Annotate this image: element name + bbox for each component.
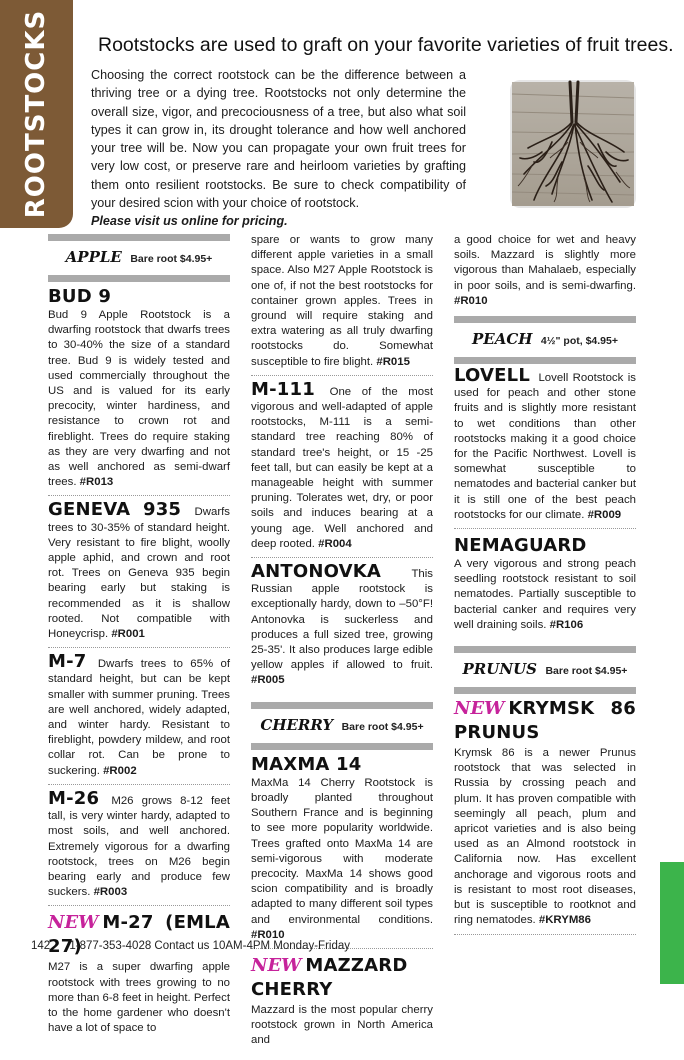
product-description: Lovell Rootstock is used for peach and other stone fruits and is slightly more resistant to wet conditions than other rootstocks making it a good choice for the Pacific Northwest. Lovell is somewhat susceptible to nematodes and bacterial canker but it is still one of the best peach rootstocks for our climate. — [454, 372, 636, 521]
product-entry-mazzard-cherry — [251, 955, 433, 1054]
product-code: #R015 — [376, 355, 410, 368]
section-tab — [0, 0, 73, 228]
new-badge: NEW — [251, 954, 302, 976]
category-title: PRUNUS — [462, 660, 537, 679]
product-description: spare or wants to grow many different apple varieties in a small space. Also M27 Apple Rootstock is one of, if not the best rootstocks for container grown apples. Trees in ground will require staking and extra watering as all truly dwarfing rootstocks do. Somewhat susceptible to fire blight. — [251, 234, 433, 368]
product-name: ANTONOVKA — [251, 561, 382, 583]
product-description: M26 grows 8-12 feet tall, is very winter hardy, adapted to most soils, and well anchored. Extremely vigorous for a dwarfing rootstock, trees on M26 begin bearing early and produce few suckers. — [48, 794, 230, 899]
product-description: This Russian apple rootstock is exceptionally hardy, down to –50°F! Antonovka is suckerless and produces a full sized tree, growing 25-35'. It also produces large edible yellow apples if allowed to fruit. — [251, 568, 433, 672]
product-code: #R106 — [549, 618, 584, 631]
product-description: MaxMa 14 Cherry Rootstock is broadly planted throughout Southern France and is beginning to see more popularity worldwide. Trees grafted onto MaxMa 14 are semi-vigorous with moderate precocity. MaxMa 14 shows good scion compatibility and is broadly adapted to many different soil types and environmental conditions. — [251, 776, 433, 926]
product-code: #KRYM86 — [538, 914, 591, 927]
product-entry-m-26 — [48, 787, 230, 906]
category-title: CHERRY — [260, 715, 334, 734]
column-3 — [454, 234, 636, 941]
rootstock-photo — [512, 82, 634, 206]
product-entry-krymsk-86 — [454, 698, 636, 934]
product-code: #R005 — [251, 674, 285, 687]
category-divider — [48, 234, 230, 241]
product-description: Dwarfs trees to 65% of standard height, but can be kept smaller with summer pruning. Trees are well anchored, widely adapted, and winter hardy. Resistant to fireblight, powdery mildew, and root collar rot. Can be prone to suckering. — [48, 658, 230, 777]
product-code: #R010 — [251, 928, 285, 941]
product-entry-m-7 — [48, 651, 230, 785]
category-price: Bare root $4.95+ — [130, 253, 213, 265]
category-divider — [454, 646, 636, 653]
product-entry-bud-9 — [48, 286, 230, 496]
product-name: GENEVA 935 — [48, 499, 182, 521]
category-divider — [454, 687, 636, 694]
product-name: LOVELL — [454, 365, 531, 387]
category-title: APPLE — [65, 248, 122, 266]
page-number: 142 — [31, 940, 51, 952]
product-name: MAXMA 14 — [251, 753, 362, 775]
product-description: One of the most vigorous and well-adapted of apple rootstocks, M-111 is a semi-standard tree reaching 80% of standard tree's height, or 15 -25 feet tall, but can easily be kept at a manageable height with summer pruning. Tolerates wet, dry, or poor soils and induces bearing at a young age. Well anchored and deep rooted. — [251, 385, 433, 550]
contact-info: 1-877-353-4028 Contact us 10AM-4PM Monday-Friday — [69, 940, 351, 952]
product-entry-nemaguard — [454, 535, 636, 638]
product-entry-antonovka — [251, 561, 433, 694]
product-description: A very vigorous and strong peach seedling rootstock resistant to soil nematodes. Partially susceptible to bacterial canker and requires very well draining soils. — [454, 558, 636, 631]
product-entry-lovell — [454, 365, 636, 529]
product-code: #R013 — [79, 476, 114, 489]
product-entry-m-111 — [251, 378, 433, 558]
category-header-prunus — [454, 644, 636, 698]
category-divider — [48, 275, 230, 282]
product-name: M-27 (EMLA 27) — [48, 912, 230, 958]
category-price: Bare root $4.95+ — [545, 665, 628, 678]
product-name: NEMAGUARD — [454, 535, 587, 557]
category-price: Bare root $4.95+ — [341, 720, 424, 733]
product-entry-mazzard-continued — [454, 233, 636, 314]
product-description: Krymsk 86 is a newer Prunus rootstock that was selected in Russia by crossing peach and plum. It has proven compatible with seemingly all peach, plum and apricot varieties and is also being used as an Almond rootstock in California now. Has excellent anchorage and vigorous roots and is resistant to most root diseases, but is susceptible to rootknot and ring nematodes. — [454, 747, 636, 927]
product-description: M27 is a super dwarfing apple rootstock with trees growing to no more than 6-8 feet in height. Perfect to the home gardener who doesn't have a lot of space to — [48, 961, 230, 1035]
product-code: #R004 — [318, 537, 352, 550]
category-divider — [454, 357, 636, 364]
column-2 — [251, 234, 433, 1060]
intro-text: Choosing the correct rootstock can be the difference between a thriving tree or a dying tree. Rootstocks not only determine the overall size, vigor, and precociousness of a tree, but also what soil types it can grow in, its drought tolerance and how well anchored your tree will be. Now you can propagate your own fruit trees for very low cost, or preserve rare and heirloom varieties by grafting them onto resilient rootstocks. Be sure to check compatibility of your desired scion with your choice of rootstock. — [91, 68, 466, 211]
category-divider — [251, 702, 433, 709]
product-code: #R009 — [587, 508, 622, 521]
product-description: Bud 9 Apple Rootstock is a dwarfing rootstock that dwarfs trees to 30-40% the size of a standard tree. Bud 9 is widely tested and used commercially throughout the US and is valued for its early precocity, winter hardiness, and resistance to crown rot and fireblight. Trees do require staking as they are very dwarfing and not as well anchored as semi-dwarf trees. — [48, 309, 230, 489]
page-headline: Rootstocks are used to graft on your favorite varieties of fruit trees. — [98, 34, 674, 56]
category-header-peach — [454, 314, 636, 368]
product-entry-geneva-935 — [48, 499, 230, 648]
product-description: Mazzard is the most popular cherry rootstock grown in North America and — [251, 1003, 433, 1047]
product-entry-m-27-continued — [251, 233, 433, 376]
intro-cta: Please visit us online for pricing. — [91, 214, 288, 229]
product-description: a good choice for wet and heavy soils. Mazzard is slightly more vigorous than Mahalaeb, especially in poor soils, and is semi-dwarfing. — [454, 234, 636, 292]
category-divider — [454, 316, 636, 323]
category-header-cherry — [251, 700, 433, 754]
edge-color-tab — [660, 862, 684, 984]
column-1 — [48, 232, 230, 1047]
product-code: #R010 — [454, 294, 488, 307]
page-footer — [31, 940, 350, 952]
product-code: #R002 — [103, 764, 137, 777]
product-name: M-26 — [48, 787, 100, 809]
product-description: Dwarfs trees to 30-35% of standard height. Very resistant to fire blight, woolly apple aphid, and crown and root rot. Trees on Geneva 935 begin bearing early but staking is recommended as it is shallow rooted. Not compatible with Honeycrisp. — [48, 506, 230, 641]
product-name: M-111 — [251, 378, 315, 400]
new-badge: NEW — [48, 912, 99, 934]
section-tab-label: ROOTSTOCKS — [21, 9, 51, 219]
product-name: KRYMSK 86 PRUNUS — [454, 698, 636, 744]
category-divider — [251, 743, 433, 750]
category-header-apple — [48, 232, 230, 286]
product-name: MAZZARD CHERRY — [251, 954, 408, 1000]
product-entry-maxma-14 — [251, 754, 433, 949]
product-name: M-7 — [48, 651, 87, 673]
product-code: #R003 — [93, 886, 128, 899]
product-entry-m-27 — [48, 912, 230, 1041]
product-code: #R001 — [111, 628, 145, 641]
intro-paragraph — [91, 66, 466, 231]
category-price: 4½" pot, $4.95+ — [540, 335, 618, 348]
category-title: PEACH — [472, 330, 533, 349]
new-badge: NEW — [454, 698, 505, 720]
product-name: BUD 9 — [48, 286, 112, 307]
